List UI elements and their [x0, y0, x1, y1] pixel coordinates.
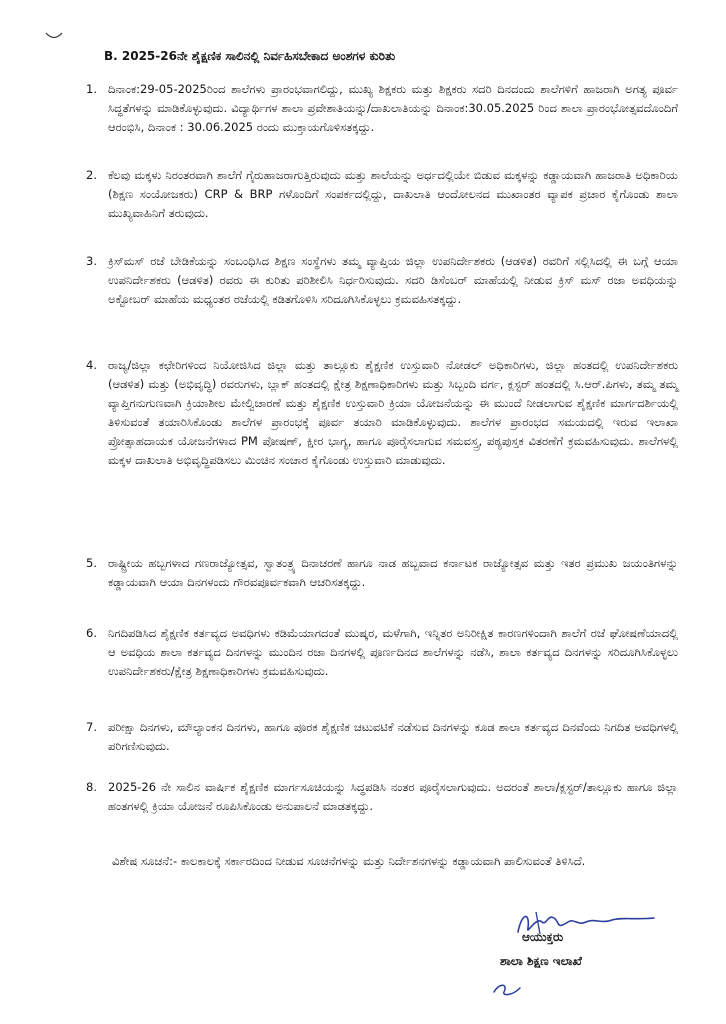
document-heading: B. 2025-26ನೇ ಶೈಕ್ಷಣಿಕ ಸಾಲಿನಲ್ಲಿ ನಿರ್ವಹಿಸಬೇಕಾದ ಅಂಶಗಳ ಕುರಿತು [104, 49, 396, 63]
list-item [86, 356, 678, 470]
list-item [86, 252, 678, 309]
initials-icon [490, 978, 526, 1000]
item-text: ನಿಗದಿಪಡಿಸಿದ ಶೈಕ್ಷಣಿಕ ಕರ್ತವ್ಯದ ಅವಧಿಗಳು ಕಡಿಮೆಯಾಗದಂತೆ ಮುಷ್ಕರ, ಮಳೆಗಾಗಿ, ಇನ್ನಿತರ ಅನಿರೀಕ್ಷಿತ ಕಾರಣಗಳಿಂದಾಗಿ ಶಾಲೆಗೆ ರಜೆ ಘೋಷಣೆಯಾದಲ್ಲಿ ಆ ಅವಧಿಯ ಶಾಲಾ ಕರ್ತವ್ಯದ ದಿನಗಳನ್ನು ಮುಂದಿನ ರಜಾ ದಿನಗಳಲ್ಲಿ ಪೂರ್ಣದಿನದ ಶಾಲೆಗಳನ್ನು ನಡೆಸಿ, ಶಾಲಾ ಕರ್ತವ್ಯದ ದಿನಗಳನ್ನು ಸರಿದೂಗಿಸಿಕೊಳ್ಳಲು ಉಪನಿರ್ದೇಶಕರು/ಕ್ಷೇತ್ರ ಶಿಕ್ಷಣಾಧಿಕಾರಿಗಳು ಕ್ರಮವಹಿಸುವುದು. [108, 626, 678, 678]
list-item [86, 166, 678, 223]
list-item [86, 718, 678, 756]
item-number: 8. [86, 780, 97, 794]
item-number: 2. [86, 168, 97, 182]
item-number: 6. [86, 626, 97, 640]
item-text: ದಿನಾಂಕ:29-05-2025ರಿಂದ ಶಾಲೆಗಳು ಪ್ರಾರಂಭವಾಗಲಿದ್ದು, ಮುಖ್ಯ ಶಿಕ್ಷಕರು ಮತ್ತು ಶಿಕ್ಷಕರು ಸದರಿ ದಿನದಂದು ಶಾಲೆಗಳಿಗೆ ಹಾಜರಾಗಿ ಅಗತ್ಯ ಪೂರ್ವ ಸಿದ್ಧತೆಗಳನ್ನು ಮಾಡಿಕೊಳ್ಳುವುದು. ವಿದ್ಯಾರ್ಥಿಗಳ ಶಾಲಾ ಪ್ರವೇಶಾತಿಯನ್ನು/ದಾಖಲಾತಿಯನ್ನು ದಿನಾಂಕ:30.05.2025 ರಿಂದ ಶಾಲಾ ಪ್ರಾರಂಭೋತ್ಸವದೊಂದಿಗೆ ಆರಂಭಿಸಿ, ದಿನಾಂಕ : 30.06.2025 ರಂದು ಮುಕ್ತಾಯಗೊಳಿಸತಕ್ಕದ್ದು. [108, 82, 678, 134]
signatory-designation: ಆಯುಕ್ತರು [522, 930, 564, 944]
item-number: 5. [86, 556, 97, 570]
list-item [86, 778, 678, 816]
list-item [86, 624, 678, 681]
item-number: 4. [86, 358, 97, 372]
signature-block [480, 908, 700, 1008]
item-text: ರಾಜ್ಯ/ಜಿಲ್ಲಾ ಕಛೇರಿಗಳಿಂದ ನಿಯೋಜಿಸಿದ ಜಿಲ್ಲಾ ಮತ್ತು ತಾಲ್ಲೂಕು ಶೈಕ್ಷಣಿಕ ಉಸ್ತುವಾರಿ ನೋಡಲ್ ಅಧಿಕಾರಿಗಳು, ಜಿಲ್ಲಾ ಹಂತದಲ್ಲಿ ಉಪನಿರ್ದೇಶಕರು (ಆಡಳಿತ) ಮತ್ತು (ಅಭಿವೃದ್ಧಿ) ರವರುಗಳು, ಬ್ಲಾಕ್ ಹಂತದಲ್ಲಿ ಕ್ಷೇತ್ರ ಶಿಕ್ಷಣಾಧಿಕಾರಿಗಳು ಮತ್ತು ಸಿಬ್ಬಂದಿ ವರ್ಗ, ಕ್ಲಸ್ಟರ್ ಹಂತದಲ್ಲಿ ಸಿ.ಆರ್.ಪಿಗಳು, ತಮ್ಮ ತಮ್ಮ ವ್ಯಾಪ್ತಿಗನುಗುಣವಾಗಿ ಕ್ರಿಯಾಶೀಲ ಮೇಲ್ವಿಚಾರಣೆ ಮತ್ತು ಶೈಕ್ಷಣಿಕ ಉಸ್ತುವಾರಿ ಕ್ರಿಯಾ ಯೋಜನೆಯನ್ನು ಈ ಮುಂದೆ ನೀಡಲಾಗುವ ಶೈಕ್ಷಣಿಕ ಮಾರ್ಗದರ್ಶಿಯಲ್ಲಿ ತಿಳಿಸುವಂತೆ ತಯಾರಿಸಿಕೊಂಡು ಶಾಲೆಗಳ ಪ್ರಾರಂಭಕ್ಕೆ ಪೂರ್ವ ತಯಾರಿ ಮಾಡಿಕೊಳ್ಳುವುದು. ಶಾಲೆಗಳ ಪ್ರಾರಂಭದ ಸಮಯದಲ್ಲಿ ಇರುವ ಇಲಾಖಾ ಪ್ರೋತ್ಸಾಹದಾಯಕ ಯೋಜನೆಗಳಾದ PM ಪೋಷಣ್, ಕ್ಷೀರ ಭಾಗ್ಯ, ಹಾಗೂ ಪೂರೈಸಲಾಗುವ ಸಮವಸ್ತ್ರ, ಪಠ್ಯಪುಸ್ತಕ ವಿತರಣೆಗೆ ಕ್ರಮವಹಿಸುವುದು. ಶಾಲೆಗಳಲ್ಲಿ ಮಕ್ಕಳ ದಾಖಲಾತಿ ಅಭಿವೃದ್ಧಿಪಡಿಸಲು ಮಿಂಚಿನ ಸಂಚಾರ ಕೈಗೊಂಡು ಉಸ್ತುವಾರಿ ಮಾಡುವುದು. [108, 358, 678, 467]
item-number: 7. [86, 720, 97, 734]
item-number: 3. [86, 254, 97, 268]
item-text: ಕ್ರಿಸ್‌ಮಸ್ ರಜೆ ಬೇಡಿಕೆಯನ್ನು ಸಂಬಂಧಿಸಿದ ಶಿಕ್ಷಣ ಸಂಸ್ಥೆಗಳು ತಮ್ಮ ವ್ಯಾಪ್ತಿಯ ಜಿಲ್ಲಾ ಉಪನಿರ್ದೇಶಕರು (ಆಡಳಿತ) ರವರಿಗೆ ಸಲ್ಲಿಸಿದಲ್ಲಿ ಈ ಬಗ್ಗೆ ಆಯಾ ಉಪನಿರ್ದೇಶಕರು (ಆಡಳಿತ) ರವರು ಈ ಕುರಿತು ಪರಿಶೀಲಿಸಿ ನಿರ್ಧರಿಸುವುದು. ಸದರಿ ಡಿಸೆಂಬರ್ ಮಾಹೆಯಲ್ಲಿ ನೀಡುವ ಕ್ರಿಸ್ ಮಸ್ ರಜಾ ಅವಧಿಯನ್ನು ಅಕ್ಟೋಬರ್ ಮಾಹೆಯ ಮಧ್ಯಂತರ ರಜೆಯಲ್ಲಿ ಕಡಿತಗೊಳಿಸಿ ಸರಿದೂಗಿಸಿಕೊಳ್ಳಲು ಕ್ರಮವಹಿಸತಕ್ಕದ್ದು. [108, 254, 678, 306]
item-text: ಕೆಲವು ಮಕ್ಕಳು ನಿರಂತರವಾಗಿ ಶಾಲೆಗೆ ಗೈರುಹಾಜರಾಗುತ್ತಿರುವುದು ಮತ್ತು ಶಾಲೆಯನ್ನು ಅರ್ಧದಲ್ಲಿಯೇ ಬಿಡುವ ಮಕ್ಕಳನ್ನು ಕಡ್ಡಾಯವಾಗಿ ಹಾಜರಾತಿ ಅಧಿಕಾರಿಯ (ಶಿಕ್ಷಣ ಸಂಯೋಜಕರು) CRP & BRP ಗಳೊಂದಿಗೆ ಸಂಪರ್ಕದಲ್ಲಿದ್ದು, ದಾಖಲಾತಿ ಆಂದೋಲನದ ಮುಖಾಂತರ ವ್ಯಾಪಕ ಪ್ರಚಾರ ಕೈಗೊಂಡು ಶಾಲಾ ಮುಖ್ಯವಾಹಿನಿಗೆ ತರುವುದು. [108, 168, 678, 220]
list-item [86, 554, 678, 592]
special-note-label: ವಿಶೇಷ ಸೂಚನೆ:- [112, 854, 178, 868]
list-item [86, 80, 678, 137]
item-text: ಪರೀಕ್ಷಾ ದಿನಗಳು, ಮೌಲ್ಯಾಂಕನ ದಿನಗಳು, ಹಾಗೂ ಪೂರಕ ಶೈಕ್ಷಣಿಕ ಚಟುವಟಿಕೆ ನಡೆಸುವ ದಿನಗಳನ್ನು ಕೂಡ ಶಾಲಾ ಕರ್ತವ್ಯದ ದಿನವೆಂದು ನಿಗದಿತ ಅವಧಿಗಳಲ್ಲಿ ಪರಿಗಣಿಸುವುದು. [108, 720, 678, 753]
special-note-text: ಕಾಲಕಾಲಕ್ಕೆ ಸರ್ಕಾರದಿಂದ ನೀಡುವ ಸೂಚನೆಗಳನ್ನು ಮತ್ತು ನಿರ್ದೇಶನಗಳನ್ನು ಕಡ್ಡಾಯವಾಗಿ ಪಾಲಿಸುವಂತೆ ತಿಳಿಸಿದೆ. [180, 854, 586, 868]
item-number: 1. [86, 82, 97, 96]
scan-mark-icon [44, 30, 64, 42]
signatory-department: ಶಾಲಾ ಶಿಕ್ಷಣ ಇಲಾಖೆ [500, 954, 582, 968]
item-text: ರಾಷ್ಟ್ರೀಯ ಹಬ್ಬಗಳಾದ ಗಣರಾಜ್ಯೋತ್ಸವ, ಸ್ವಾತಂತ್ರ್ಯ ದಿನಾಚರಣೆ ಹಾಗೂ ನಾಡ ಹಬ್ಬವಾದ ಕರ್ನಾಟಕ ರಾಜ್ಯೋತ್ಸವ ಮತ್ತು ಇತರ ಪ್ರಮುಖ ಜಯಂತಿಗಳನ್ನು ಕಡ್ಡಾಯವಾಗಿ ಆಯಾ ದಿನಗಳಂದು ಗೌರವಪೂರ್ವಕವಾಗಿ ಆಚರಿಸತಕ್ಕದ್ದು. [108, 556, 678, 589]
item-text: 2025-26 ನೇ ಸಾಲಿನ ವಾರ್ಷಿಕ ಶೈಕ್ಷಣಿಕ ಮಾರ್ಗಸೂಚಿಯನ್ನು ಸಿದ್ಧಪಡಿಸಿ ನಂತರ ಪೂರೈಸಲಾಗುವುದು. ಅದರಂತೆ ಶಾಲಾ/ಕ್ಲಸ್ಟರ್/ತಾಲ್ಲೂಕು ಹಾಗೂ ಜಿಲ್ಲಾ ಹಂತಗಳಲ್ಲಿ ಕ್ರಿಯಾ ಯೋಜನೆ ರೂಪಿಸಿಕೊಂಡು ಅನುಪಾಲನೆ ಮಾಡತಕ್ಕದ್ದು. [108, 780, 678, 813]
special-note [112, 852, 678, 871]
